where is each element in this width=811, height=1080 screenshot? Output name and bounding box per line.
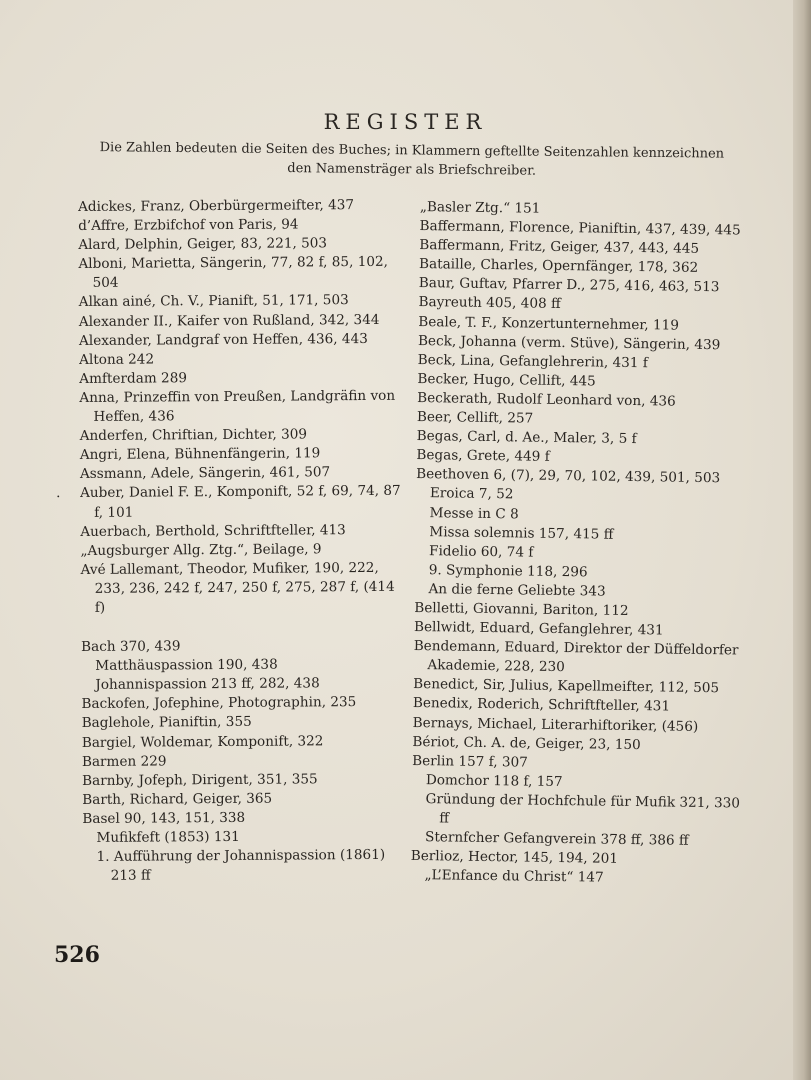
index-entry: Bériot, Ch. A. de, Geiger, 23, 150 xyxy=(412,733,641,753)
index-entry: Backofen, Jofephine, Photographin, 235 xyxy=(81,694,357,713)
index-subentry: Missa solemnis 157, 415 ff xyxy=(429,523,614,543)
index-entry: Berlioz, Hector, 145, 194, 201 xyxy=(410,848,619,868)
index-entry: Bayreuth 405, 408 ff xyxy=(418,294,561,313)
index-entry: Amfterdam 289 xyxy=(79,370,188,387)
index-entry: „Basler Ztg.“ 151 xyxy=(419,198,541,217)
index-entry: Baur, Guftav, Pfarrer D., 275, 416, 463, 513 xyxy=(418,275,720,296)
index-entry: Becker, Hugo, Cellift, 445 xyxy=(417,370,596,390)
index-entry: Begas, Grete, 449 f xyxy=(416,447,550,466)
index-entry: Beckerath, Rudolf Leonhard von, 436 xyxy=(417,389,676,410)
index-entry: Benedict, Sir, Julius, Kapellmeifter, 112, 505 xyxy=(413,676,720,697)
index-subentry: Matthäuspassion 190, 438 xyxy=(95,656,278,675)
index-entry: Beck, Johanna (verm. Stüve), Sängerin, 439 xyxy=(417,332,721,353)
index-entry: Alexander, Landgraf von Heffen, 436, 443 xyxy=(78,330,368,349)
index-entry: Baffermann, Fritz, Geiger, 437, 443, 445 xyxy=(419,237,700,258)
index-entry: Beale, T. F., Konzertunternehmer, 119 xyxy=(418,313,680,334)
index-entry: Beethoven 6, (7), 29, 70, 102, 439, 501, 503 xyxy=(416,466,721,487)
page-title: REGISTER xyxy=(323,110,488,134)
index-entry: Bernays, Michael, Literarhiftoriker, (456) xyxy=(412,714,699,735)
index-entry: Auerbach, Berthold, Schriftfteller, 413 xyxy=(80,521,346,540)
index-entry: Baglehole, Pianiftin, 355 xyxy=(81,714,252,732)
index-subentry: Gründung der Hochfchule für Mufik 321, 330 ff xyxy=(425,791,741,827)
index-entry: „Augsburger Allg. Ztg.“, Beilage, 9 xyxy=(80,540,322,559)
index-entry: Belletti, Giovanni, Bariton, 112 xyxy=(414,599,629,619)
index-entry: Alboni, Marietta, Sängerin, 77, 82 f, 85, 102, 504 xyxy=(78,254,389,292)
index-column-right xyxy=(410,198,750,890)
index-entry: Beck, Lina, Gefanglehrerin, 431 f xyxy=(417,351,648,371)
index-entry: Bendemann, Eduard, Direktor der Düffeldorfer Akademie, 228, 230 xyxy=(413,638,739,676)
index-entry: Begas, Carl, d. Ae., Maler, 3, 5 f xyxy=(416,428,637,448)
index-column-left xyxy=(56,196,405,887)
index-subentry: Mufikfeft (1853) 131 xyxy=(96,828,240,846)
index-entry: Adickes, Franz, Oberbürgermeifter, 437 xyxy=(78,197,355,215)
index-entry: Berlin 157 f, 307 xyxy=(412,752,528,771)
index-subentry: Sternfcher Gefangverein 378 ff, 386 ff xyxy=(424,829,689,849)
index-entry: Beer, Cellift, 257 xyxy=(416,409,534,427)
index-entry: Alkan ainé, Ch. V., Pianift, 51, 171, 503 xyxy=(78,292,349,311)
index-subentry: 1. Aufführung der Johannispassion (1861) 213 ff xyxy=(96,846,386,884)
index-subentry: Domchor 118 f, 157 xyxy=(425,771,563,790)
index-entry: Bargiel, Woldemar, Komponift, 322 xyxy=(81,732,324,751)
index-entry: Avé Lallemant, Theodor, Mufiker, 190, 222, 233, 236, 242 f, 247, 250 f, 275, 287 f, (414 f) xyxy=(80,559,395,616)
index-entry: Barmen 229 xyxy=(81,753,167,770)
index-subentry: „L’Enfance du Christ“ 147 xyxy=(424,867,604,886)
intro-note: Die Zahlen bedeuten die Seiten des Buches; in Klammern geftellte Seitenzahlen kennzeichnen den Namensträger als Briefschreiber. xyxy=(99,140,725,179)
page-edge xyxy=(793,0,811,1080)
index-entry: Anna, Prinzeffin von Preußen, Landgräfin von Heffen, 436 xyxy=(79,387,396,425)
index-entry: Altona 242 xyxy=(79,351,155,368)
index-subentry: Eroica 7, 52 xyxy=(429,485,514,503)
index-subentry: An die ferne Geliebte 343 xyxy=(428,581,606,600)
index-entry: Alard, Delphin, Geiger, 83, 221, 503 xyxy=(78,235,328,254)
index-entry: Barnby, Jofeph, Dirigent, 351, 355 xyxy=(82,771,318,789)
index-entry: Benedix, Roderich, Schriftfteller, 431 xyxy=(412,695,671,715)
index-subentry: Fidelio 60, 74 f xyxy=(428,542,534,561)
page-number: 526 xyxy=(54,942,100,968)
index-entry: Anderfen, Chriftian, Dichter, 309 xyxy=(79,426,308,445)
index-entry: Bataille, Charles, Opernfänger, 178, 362 xyxy=(418,256,699,277)
index-entry: Bellwidt, Eduard, Gefanglehrer, 431 xyxy=(413,619,664,639)
index-entry: Alexander II., Kaifer von Rußland, 342, 344 xyxy=(78,311,380,330)
index-entry: Bach 370, 439 xyxy=(81,638,181,656)
index-subentry: Johannispassion 213 ff, 282, 438 xyxy=(95,675,320,694)
index-entry: Baffermann, Florence, Pianiftin, 437, 439, 445 xyxy=(419,218,741,239)
index-entry: Angri, Elena, Bühnenfängerin, 119 xyxy=(79,445,321,464)
index-subentry: Messe in C 8 xyxy=(429,504,519,522)
index-entry: Assmann, Adele, Sängerin, 461, 507 xyxy=(79,464,331,483)
index-entry: Auber, Daniel F. E., Komponift, 52 f, 69, 74, 87 f, 101 . xyxy=(56,483,401,521)
index-entry: Basel 90, 143, 151, 338 xyxy=(82,809,246,827)
index-subentry: 9. Symphonie 118, 296 xyxy=(428,561,588,581)
index-entry: d’Affre, Erzbifchof von Paris, 94 xyxy=(78,216,299,235)
index-entry: Barth, Richard, Geiger, 365 xyxy=(82,790,273,808)
